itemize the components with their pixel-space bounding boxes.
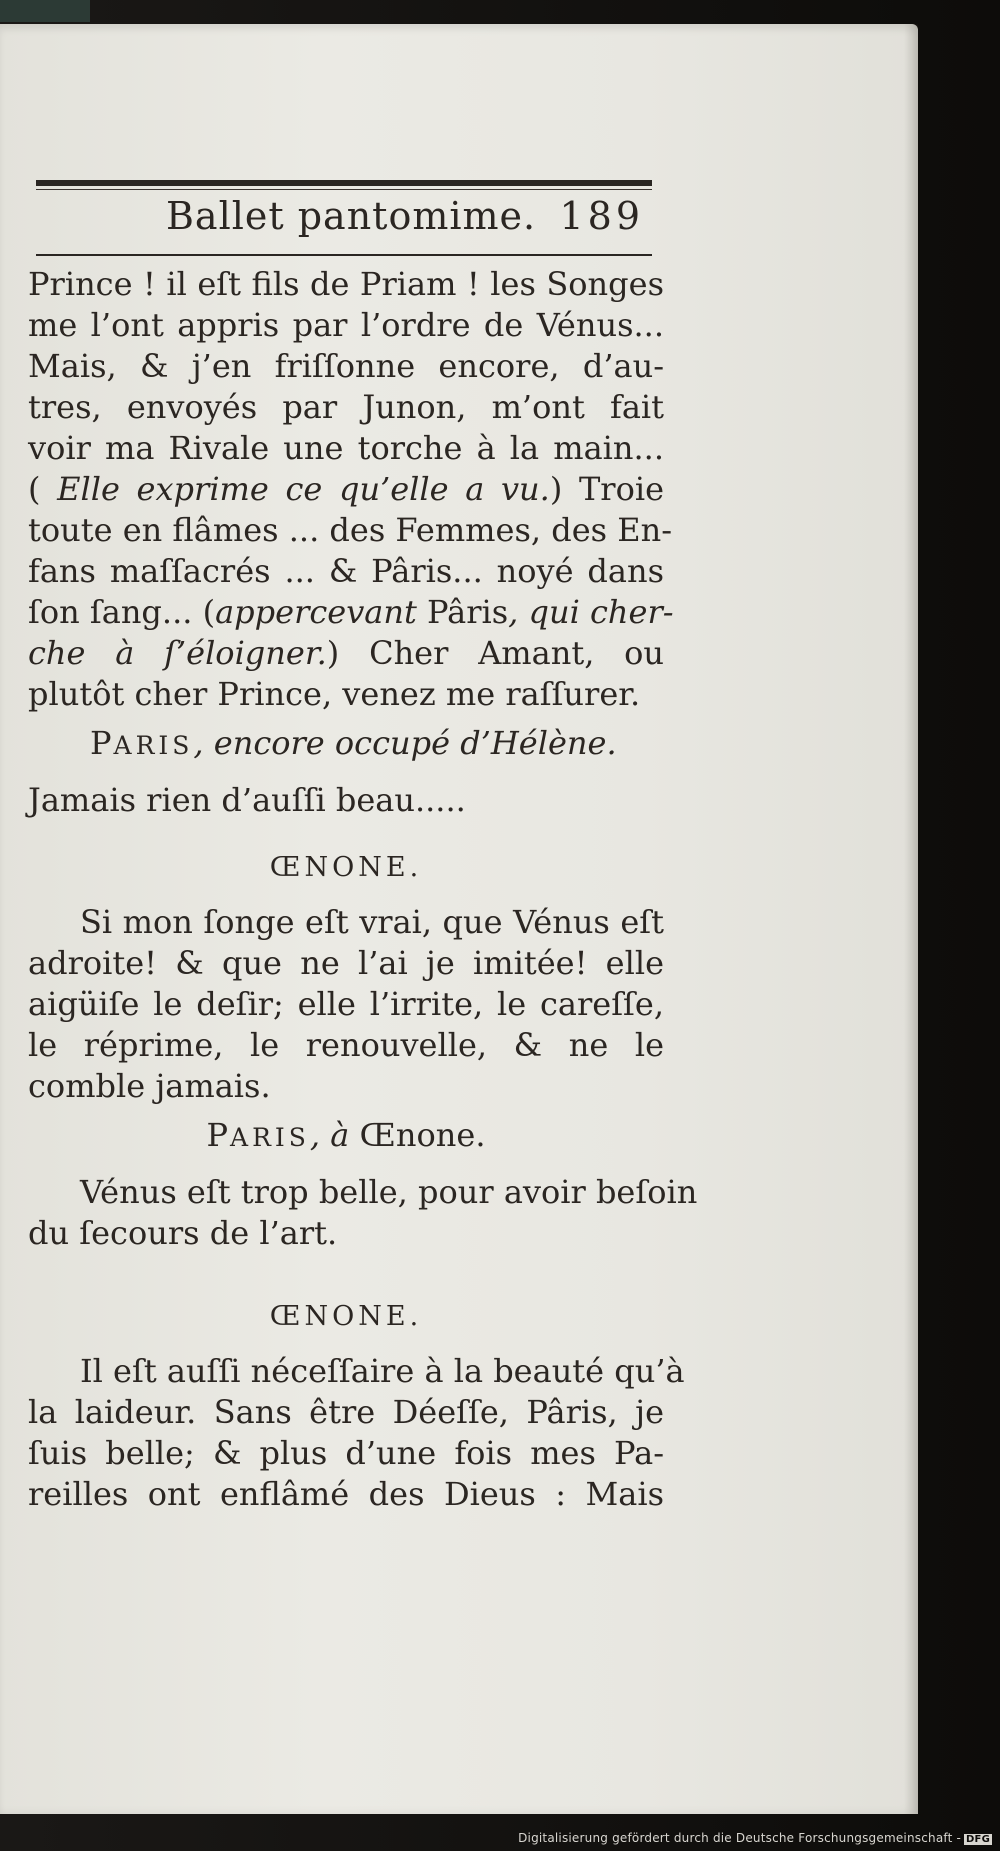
- speaker-initial: P: [90, 724, 114, 762]
- page-number: 189: [559, 194, 644, 238]
- text-line: du ſecours de l’art.: [28, 1214, 338, 1252]
- running-head: Ballet pantomime.: [166, 194, 537, 238]
- stage-direction: che à ſ’éloigner.: [28, 634, 327, 672]
- text-line: Si mon ſonge eſt vrai, que Vénus eſt: [80, 903, 664, 941]
- text-line: reilles ont enflâmé des Dieus : Mais: [28, 1475, 664, 1513]
- text-line: Vénus eſt trop belle, pour avoir beſoin: [80, 1173, 698, 1211]
- stage-direction: , qui cher-: [508, 593, 674, 631]
- text-line: [28, 592, 674, 633]
- body-text: [28, 264, 698, 1515]
- text-line: fans maſſacrés ... & Pâris... noyé dans: [28, 552, 664, 590]
- speaker-name: ARIS: [113, 731, 194, 760]
- text-line: Prince ! il eſt fils de Priam ! les Songes: [28, 265, 664, 303]
- dfg-logo: DFG: [966, 1834, 990, 1845]
- speaker-heading: [28, 1115, 664, 1156]
- line-head: ſon ſang... (: [28, 593, 216, 631]
- text-line: Il eſt auſſi néceſſaire à la beauté qu’à: [80, 1352, 685, 1390]
- text-line: voir ma Rivale une torche à la main...: [28, 429, 664, 467]
- speaker-heading: [28, 845, 664, 886]
- credit-text: Digitalisierung gefördert durch die Deutsche Forschungsgemeinschaft -: [518, 1831, 962, 1845]
- line-tail: Cher Amant, ou: [369, 634, 665, 672]
- speaker-heading: [28, 723, 664, 764]
- header-rule-top: [36, 180, 652, 184]
- text-line: toute en flâmes ... des Femmes, des En-: [28, 511, 672, 549]
- text-line: Jamais rien d’auſſi beau.....: [28, 781, 466, 819]
- speaker-name: ŒNONE.: [269, 852, 423, 883]
- digitization-credit: [518, 1831, 992, 1845]
- stage-direction: appercevant: [215, 593, 417, 631]
- text-line: [28, 469, 664, 510]
- text-line: aigüiſe le deſir; elle l’irrite, le careſſe,: [28, 985, 664, 1023]
- header-rule-bottom: [36, 254, 652, 256]
- speaker-heading: [28, 1294, 664, 1335]
- page-header: [36, 156, 652, 266]
- stage-direction: Elle exprime ce qu’elle a vu.: [57, 470, 550, 508]
- addressee: Œnone.: [349, 1116, 486, 1154]
- scan-tab: [0, 0, 90, 22]
- text-line: [28, 633, 664, 674]
- text-line: tres, envoyés par Junon, m’ont fait: [28, 388, 664, 426]
- text-line: ſuis belle; & plus d’une fois mes Pa-: [28, 1434, 664, 1472]
- header-rule-thin: [36, 189, 652, 190]
- text-line: Mais, & j’en friſſonne encore, d’au-: [28, 347, 664, 385]
- stage-direction: , à: [309, 1116, 350, 1154]
- text-line: la laideur. Sans être Déeſſe, Pâris, je: [28, 1393, 664, 1431]
- line-tail: Troie: [578, 470, 665, 508]
- paren-close: ): [326, 634, 340, 672]
- paren-close: ): [549, 470, 563, 508]
- text-line: comble jamais.: [28, 1067, 271, 1105]
- text-line: plutôt cher Prince, venez me raſſurer.: [28, 675, 641, 713]
- speaker-name: ARIS: [230, 1123, 310, 1152]
- character-name: Pâris: [416, 593, 509, 631]
- book-page: [0, 24, 918, 1814]
- text-line: adroite! & que ne l’ai je imitée! elle: [28, 944, 664, 982]
- stage-direction: , encore occupé d’Hélène.: [193, 724, 617, 762]
- speaker-initial: P: [206, 1116, 231, 1154]
- speaker-name: ŒNONE.: [269, 1301, 423, 1332]
- paren-open: (: [28, 470, 58, 508]
- text-line: le réprime, le renouvelle, & ne le: [28, 1026, 664, 1064]
- text-line: me l’ont appris par l’ordre de Vénus...: [28, 306, 664, 344]
